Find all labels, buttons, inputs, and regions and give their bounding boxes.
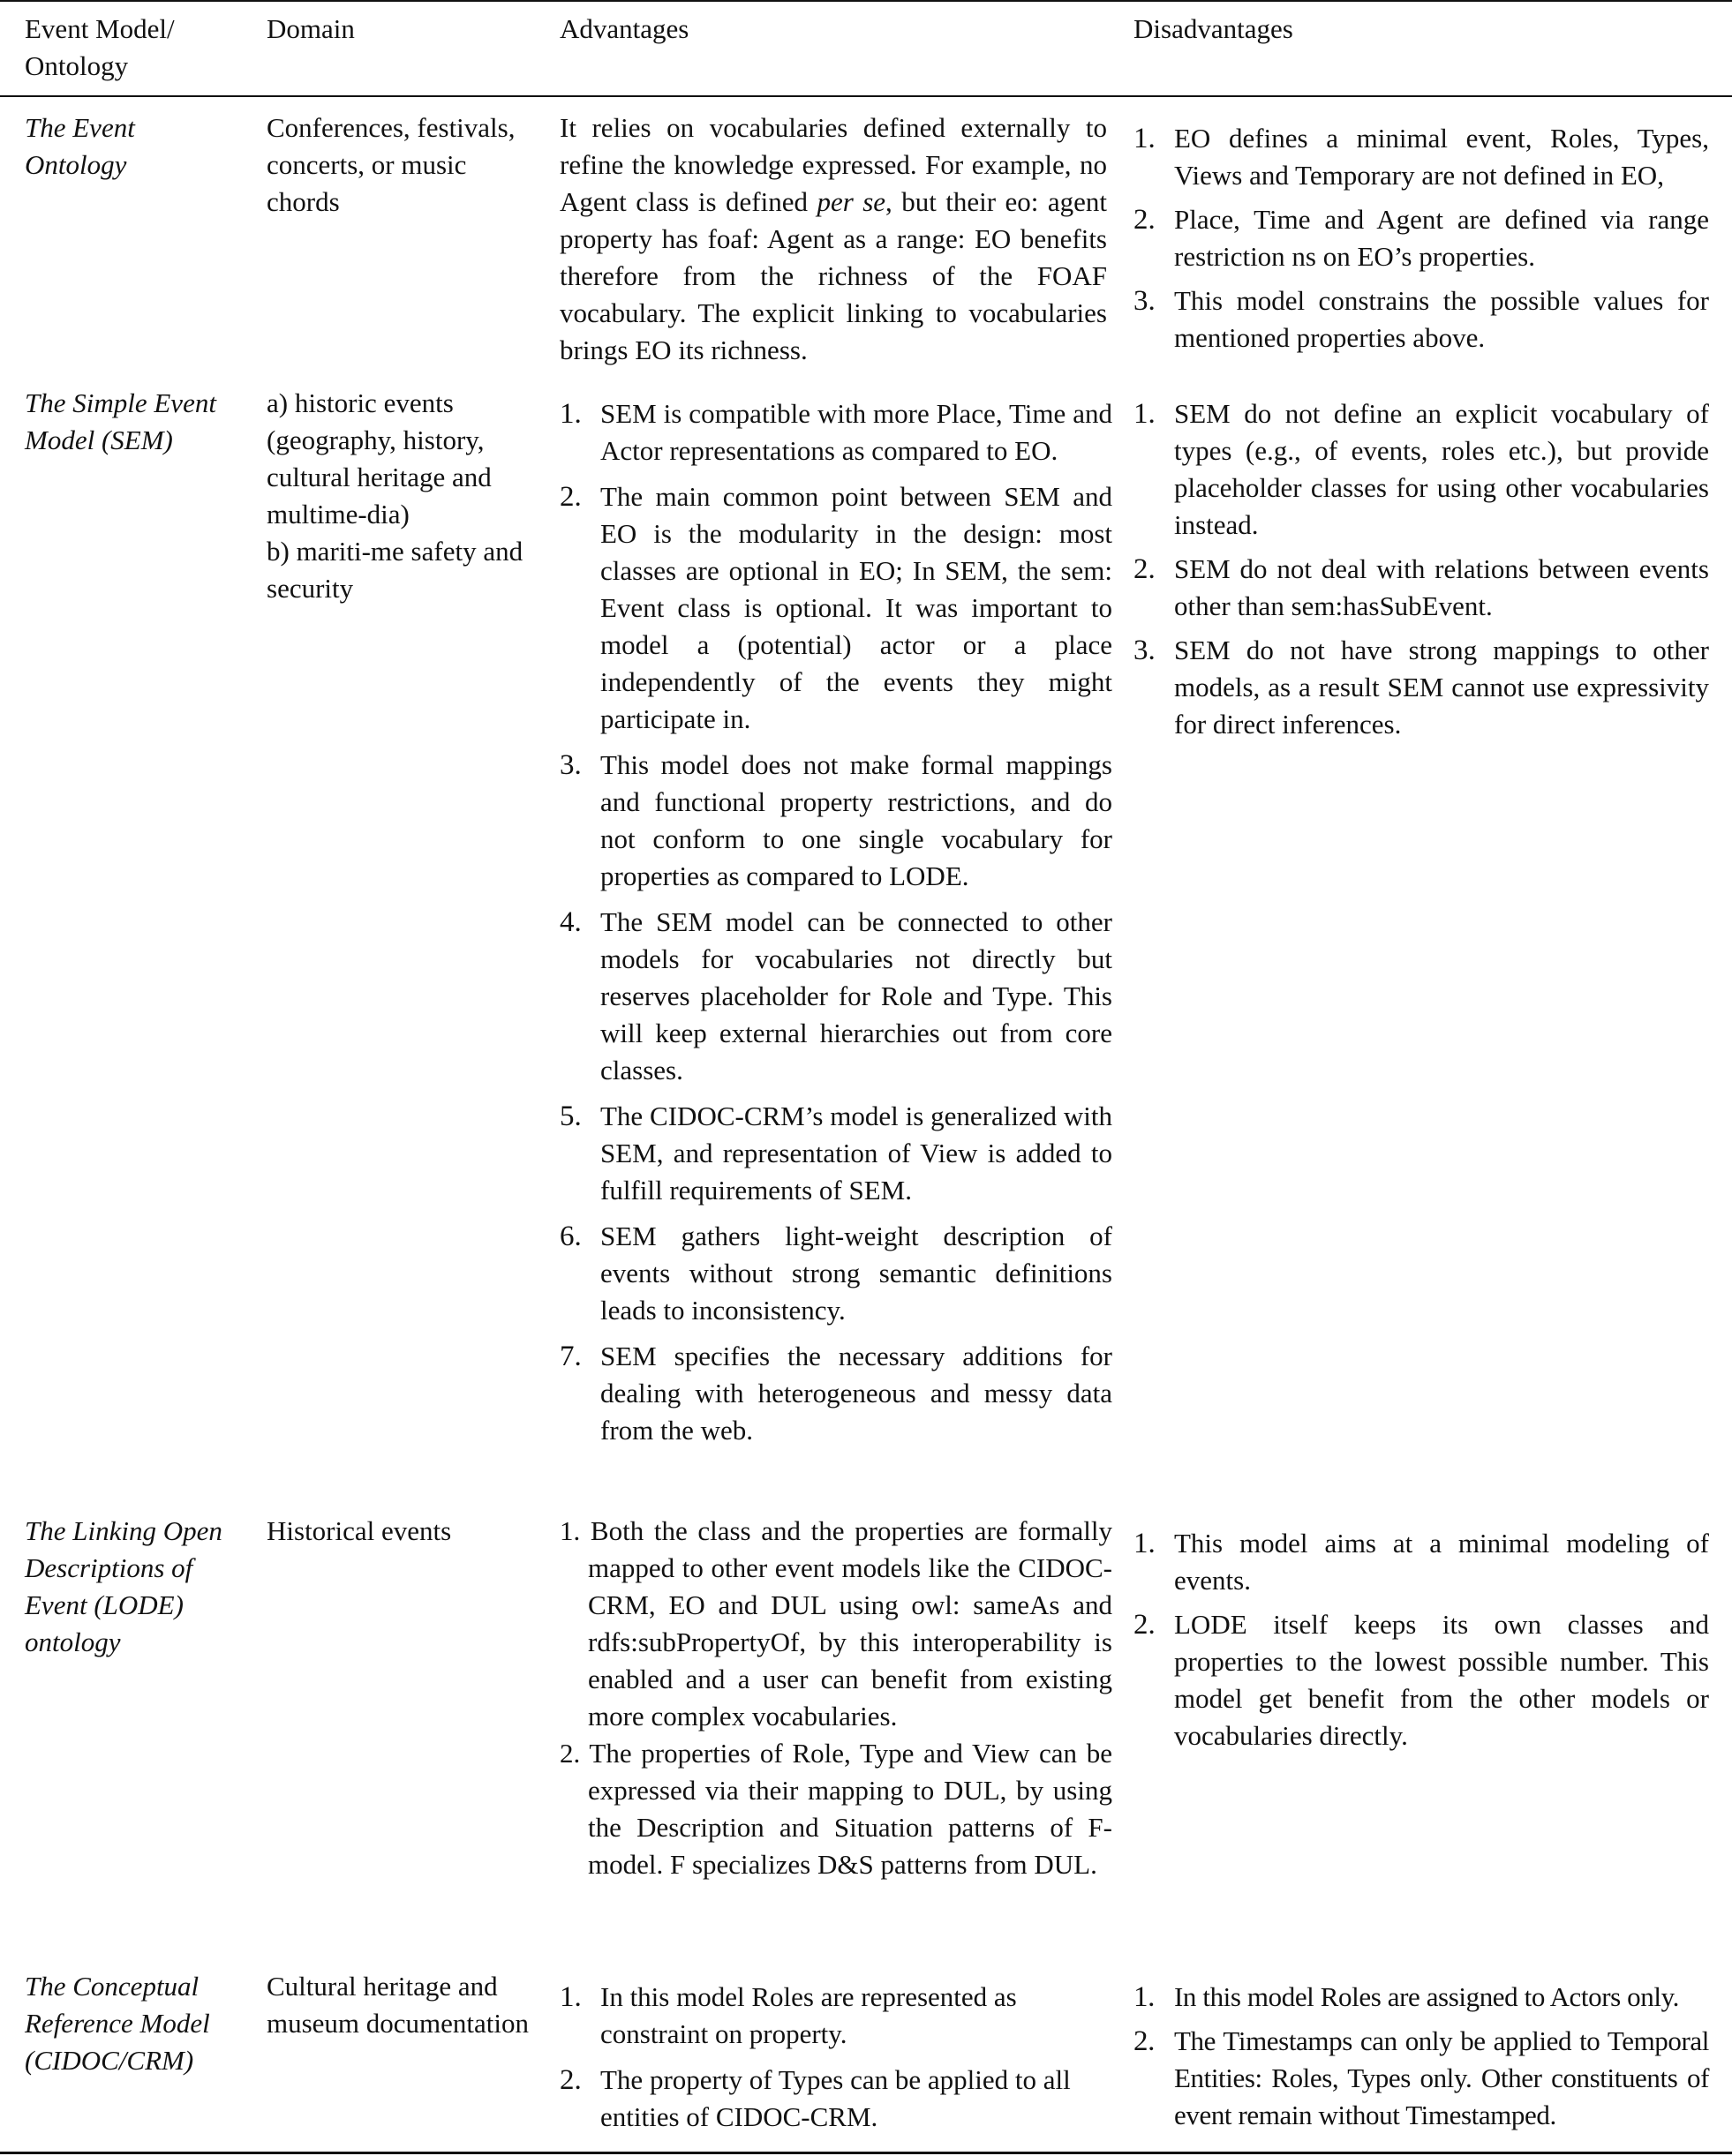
list-item: 3. This model constrains the possible values for mentioned properties above. (1133, 285, 1709, 353)
row1-adv-text-post: , but their eo: agent property has foaf: Agent as a range: EO benefits therefore from the richness of the FOAF vocabulary. The explicit linking to vocabularies brings EO its richness. (560, 186, 1107, 365)
header-model: Event Model/ Ontology (25, 13, 175, 81)
row2-model: The Simple Event Model (SEM) (25, 387, 216, 455)
row1-adv-text-em: per se (817, 186, 886, 217)
row2-domain-a: a) historic events (geography, history, cultural heritage and multime-dia) (267, 387, 492, 530)
list-item: 2. SEM do not deal with relations between events other than sem:hasSubEvent. (1133, 553, 1709, 621)
row4-disadvantages (1133, 1979, 1709, 2141)
list-item: 2. The main common point between SEM and EO is the modularity in the design: most classes are optional in EO; In SEM, the sem: Event class is optional. It was important to model a (potential) actor or a place independently of the events they might participate in. (560, 481, 1112, 734)
list-item: 1. In this model Roles are assigned to Actors only. (1133, 1981, 1680, 2013)
row1-disadv-list (1133, 120, 1709, 357)
row2-disadvantages (1133, 395, 1709, 750)
row3-model: The Linking Open Descriptions of Event (LODE) ontology (25, 1515, 222, 1657)
list-item: 5. The CIDOC-CRM’s model is generalized with SEM, and representation of View is added to fulfill requirements of SEM. (560, 1101, 1112, 1206)
row4-disadv-list (1133, 1979, 1709, 2134)
list-item: 1. SEM do not define an explicit vocabulary of types (e.g., of events, roles etc.), but provide placeholder classes for using other vocabularies instead. (1133, 398, 1709, 540)
top-rule (0, 0, 1732, 2)
row4-model: The Conceptual Reference Model (CIDOC/CRM) (25, 1971, 210, 2076)
row1-model: The Event Ontology (25, 112, 135, 180)
row1-domain: Conferences, festivals, concerts, or music chords (267, 112, 516, 217)
list-item: 2. The properties of Role, Type and View can be expressed via their mapping to DUL, by using the Description and Situation patterns of F-model. F specializes D&S patterns from DUL. (560, 1738, 1112, 1880)
header-domain: Domain (267, 13, 355, 44)
row4-domain: Cultural heritage and museum documentation (267, 1971, 530, 2039)
list-item: 3. SEM do not have strong mappings to other models, as a result SEM cannot use expressivity for direct inferences. (1133, 635, 1709, 740)
row4-adv-list (560, 1979, 1112, 2136)
row3-domain: Historical events (267, 1515, 452, 1546)
list-item: 1. SEM is compatible with more Place, Time and Actor representations as compared to EO. (560, 398, 1112, 466)
list-item: 1. This model aims at a minimal modeling of events. (1133, 1528, 1709, 1596)
header-disadvantages: Disadvantages (1133, 13, 1293, 44)
list-item: 1. In this model Roles are represented as constraint on property. (560, 1981, 1017, 2049)
list-item: 1. Both the class and the properties are formally mapped to other event models like the CIDOC-CRM, EO and DUL using owl: sameAs and rdfs:subPropertyOf, by this interoperability is enabled and a user can benefit from existing more complex vocabularies. (560, 1515, 1113, 1732)
list-item: 6. SEM gathers light-weight description of events without strong semantic definitions leads to inconsistency. (560, 1221, 1112, 1326)
list-item: 7. SEM specifies the necessary additions for dealing with heterogeneous and messy data from the web. (560, 1341, 1112, 1446)
row1-advantages (560, 109, 1107, 369)
list-item: 1. EO defines a minimal event, Roles, Types, Views and Temporary are not defined in EO, (1133, 123, 1709, 191)
row1-adv-text-pre: It relies on vocabularies defined externally to refine the knowledge expressed. For example, no Agent class is defined (560, 112, 1107, 217)
row4-advantages (560, 1979, 1112, 2145)
row2-domain-b: b) mariti-me safety and security (267, 536, 523, 604)
bottom-rule (0, 2152, 1732, 2154)
row1-disadvantages (1133, 120, 1709, 364)
row2-disadv-list (1133, 395, 1709, 743)
list-item: 2. The property of Types can be applied to all entities of CIDOC-CRM. (560, 2064, 1071, 2132)
row2-adv-list (560, 395, 1112, 1449)
row2-advantages (560, 395, 1112, 1458)
row3-advantages (560, 1513, 1113, 1883)
row3-disadv-list (1133, 1525, 1709, 1754)
header-rule (0, 95, 1732, 97)
row3-adv-list (560, 1513, 1113, 1883)
list-item: 4. The SEM model can be connected to other models for vocabularies not directly but reserves placeholder for Role and Type. This will keep external hierarchies out from core classes. (560, 906, 1112, 1086)
list-item: 2. LODE itself keeps its own classes and properties to the lowest possible number. This model get benefit from the other models or vocabularies directly. (1133, 1609, 1709, 1751)
row2-domain (267, 385, 547, 607)
header-advantages: Advantages (560, 13, 689, 44)
row3-disadvantages (1133, 1525, 1709, 1762)
list-item: 2. Place, Time and Agent are defined via range restriction ns on EO’s properties. (1133, 204, 1709, 272)
list-item: 3. This model does not make formal mappings and functional property restrictions, and do not conform to one single vocabulary for properties as compared to LODE. (560, 749, 1112, 891)
list-item: 2. The Timestamps can only be applied to Temporal Entities: Roles, Types only. Other constituents of event remain without Timestamped. (1133, 2025, 1709, 2130)
